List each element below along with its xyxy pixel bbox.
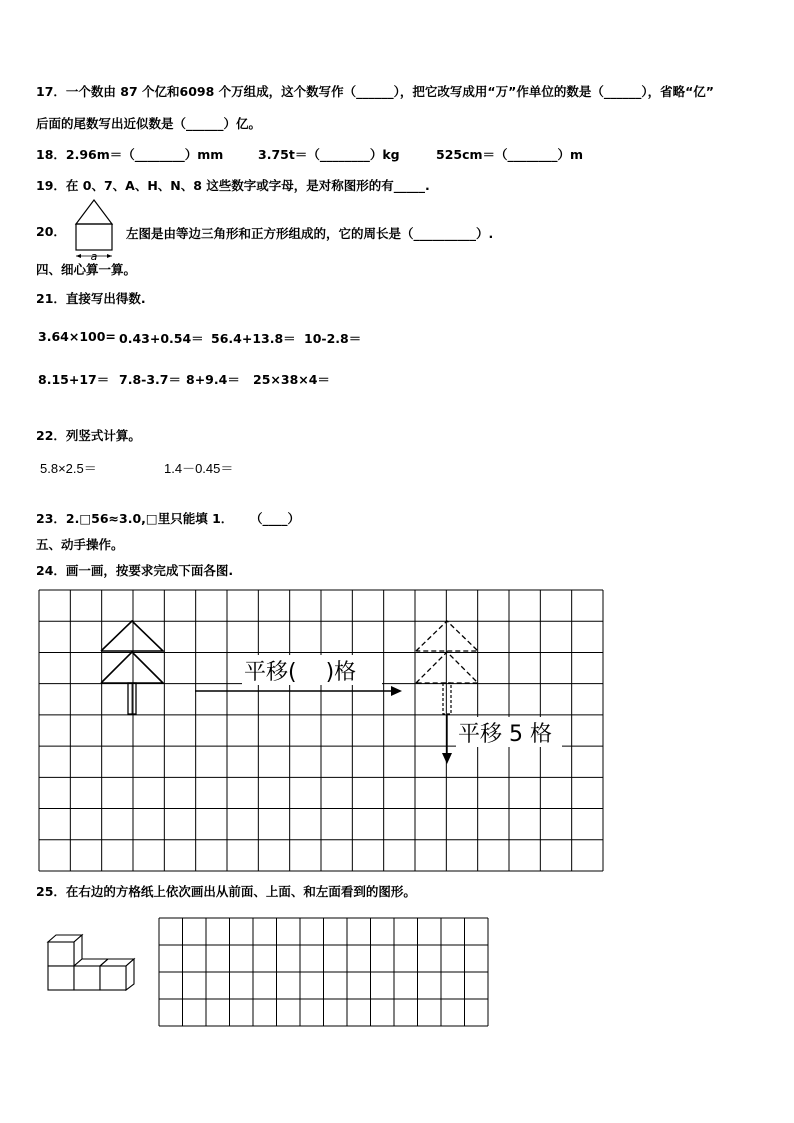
q18-item1: 18．2.96m＝（________）mm [36,147,224,162]
q25-grid-figure [158,917,490,1028]
q18-item3: 525cm＝（________）m [436,147,584,162]
q22-title: 22．列竖式计算。 [36,428,141,443]
q25-title: 25．在右边的方格纸上依次画出从前面、上面、和左面看到的图形。 [36,884,416,899]
q23-answer: （____） [250,511,301,526]
q19-text: 19．在 0、7、A、H、N、8 这些数字或字母，是对称图形的有_____. [36,178,430,193]
arrow-right-icon [391,686,402,696]
q24-label-right: 平移( )格 [244,660,357,685]
triangle-shape [76,200,112,224]
q21-r1-c4: 10-2.8＝ [304,331,362,346]
q21-r2-c1: 8.15+17＝ [38,372,110,387]
arrow-right-icon [107,254,112,258]
q25-grid [159,918,488,1026]
q20-figure-label: a [90,250,98,260]
tree-original [101,621,163,714]
q20-text: 左图是由等边三角形和正方形组成的，它的周长是（__________）. [126,226,494,241]
q24-title: 24．画一画，按要求完成下面各图. [36,563,234,578]
q17-line2: 后面的尾数写出近似数是（______）亿。 [36,116,262,131]
q21-r1-c3: 56.4+13.8＝ [211,331,296,346]
arrow-left-icon [76,254,81,258]
section5-title: 五、动手操作。 [36,537,124,552]
q21-r2-c2: 7.8-3.7＝ [119,372,181,387]
section4-title: 四、细心算一算。 [36,262,137,277]
q18-item2: 3.75t＝（________）kg [258,147,400,162]
tree-translated-dashed [416,621,478,714]
square-shape [76,224,112,250]
arrow-down-icon [442,753,452,764]
q25-cubes-figure [44,932,136,1000]
q20-figure [72,198,116,260]
q22-item2: 1.4－0.45＝ [164,461,234,476]
q22-item1: 5.8×2.5＝ [40,461,97,476]
q21-r1-c1: 3.64×100= [38,329,116,344]
q20-number: 20． [36,224,66,239]
q21-r2-c4: 25×38×4＝ [253,372,330,387]
q21-title: 21．直接写出得数. [36,291,146,306]
q17-line1: 17．一个数由 87 个亿和6098 个万组成，这个数写作（______），把它改写成用“万”作单位的数是（______），省略“亿” [36,84,714,99]
q24-grid-figure [38,589,606,873]
q23-text: 23．2.□56≈3.0,□里只能填 1． [36,511,234,526]
q24-label-down: 平移 5 格 [458,722,552,747]
q21-r1-c2: 0.43+0.54＝ [119,331,204,346]
q21-r2-c3: 8+9.4＝ [186,372,240,387]
